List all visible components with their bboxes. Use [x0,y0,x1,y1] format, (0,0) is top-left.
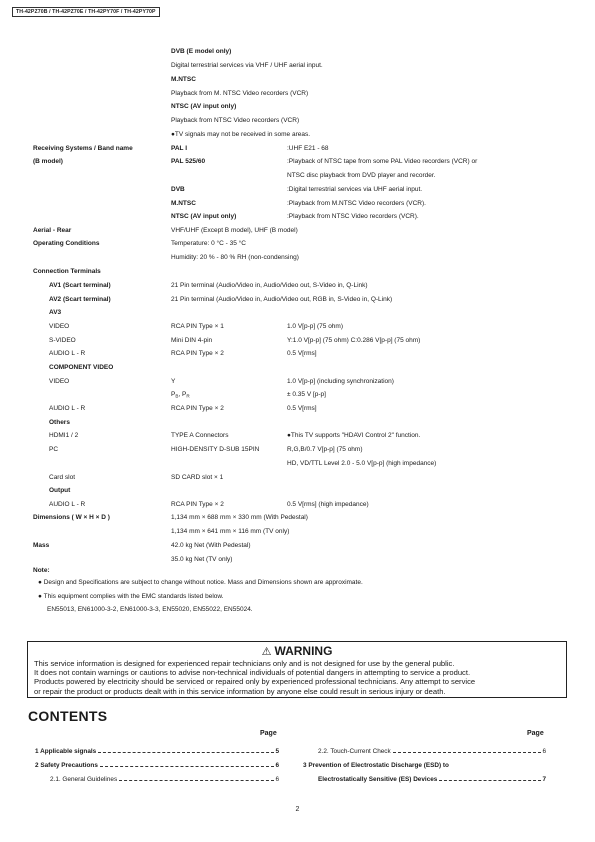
spec-value: RCA PIN Type × 1 [171,323,224,330]
spec-sublabel: AV2 (Scart terminal) [49,296,111,303]
spec-value: 21 Pin terminal (Audio/Video in, Audio/Video out, RGB in, S-Video in, Q-Link) [171,296,393,303]
spec-value: 1,134 mm × 688 mm × 330 mm (With Pedestal) [171,514,308,521]
spec-value: ●TV signals may not be received in some areas. [171,131,311,138]
spec-value: Y [171,378,176,385]
page-number: 2 [295,806,300,813]
spec-sublabel: VIDEO [49,378,70,385]
spec-sublabel: HDMI1 / 2 [49,432,79,439]
spec-value: DVB (E model only) [171,48,232,55]
spec-detail: :Digital terrestrial services via UHF aerial input. [287,186,423,193]
note-label: Note: [33,567,50,574]
spec-value: RCA PIN Type × 2 [171,501,224,508]
spec-label: (B model) [33,158,63,165]
spec-value: Temperature: 0 °C - 35 °C [171,240,246,247]
spec-sublabel: VIDEO [49,323,70,330]
toc-label: Electrostatically Sensitive (ES) Devices [318,776,438,783]
spec-value: 21 Pin terminal (Audio/Video in, Audio/Video out, S-Video in, Q-Link) [171,282,368,289]
warning-box [27,641,567,698]
spec-value: HIGH-DENSITY D-SUB 15PIN [171,446,260,453]
spec-detail: :Playback from NTSC Video recorders (VCR). [287,213,419,220]
pbpr-sub-r: R [186,393,190,399]
spec-detail: ± 0.35 V [p-p] [287,391,326,398]
note-item: ● Design and Specifications are subject to change without notice. Mass and Dimensions shown are approximate. [38,579,363,586]
pbpr-p2: , P [178,391,187,398]
toc-leader [98,752,274,753]
spec-sublabel: AV1 (Scart terminal) [49,282,111,289]
spec-value: Humidity: 20 % - 80 % RH (non-condensing) [171,254,299,261]
contents-title: CONTENTS [28,708,108,724]
toc-page: 5 [275,748,279,755]
spec-label: Mass [33,542,50,549]
spec-detail: 1.0 V[p-p] (including synchronization) [287,378,394,385]
spec-label: Connection Terminals [33,268,101,275]
spec-label: Dimensions ( W × H × D ) [33,514,110,521]
spec-sublabel: AV3 [49,309,62,316]
spec-label: Operating Conditions [33,240,100,247]
warning-line: Products powered by electricity should be serviced or repaired only by experienced professional technicians. Any attempt to service [34,677,476,687]
toc-entry[interactable] [50,775,279,784]
spec-sublabel: COMPONENT VIDEO [49,364,114,371]
page-column-header: Page [527,730,544,737]
warning-line: or repair the product or products dealt with in this service information by anyone else could result in serious injury or death. [34,686,446,696]
spec-detail: Y:1.0 V[p-p] (75 ohm) C:0.286 V[p-p] (75 ohm) [287,337,421,344]
spec-sublabel: S-VIDEO [49,337,76,344]
spec-value: 35.0 kg Net (TV only) [171,556,233,563]
spec-value-pbpr [171,391,190,401]
spec-sublabel: AUDIO L - R [49,501,86,508]
spec-sublabel: AUDIO L - R [49,350,86,357]
spec-value: VHF/UHF (Except B model), UHF (B model) [171,227,298,234]
spec-value: RCA PIN Type × 2 [171,350,224,357]
toc-leader [100,766,275,767]
spec-value: M.NTSC [171,76,196,83]
toc-label: 1 Applicable signals [35,748,97,755]
warning-title [28,644,566,659]
spec-value: M.NTSC [171,200,196,207]
pbpr-p: P [171,391,176,398]
spec-detail: :Playback of NTSC tape from some PAL Video recorders (VCR) or [287,158,478,165]
toc-leader [119,780,274,781]
spec-detail: HD, VD/TTL Level 2.0 - 5.0 V[p-p] (high impedance) [287,460,437,467]
spec-label: Receiving Systems / Band name [33,145,133,152]
warning-body [34,659,562,696]
toc-entry[interactable] [318,775,546,784]
spec-value: SD CARD slot × 1 [171,474,224,481]
note-item: ● This equipment complies with the EMC standards listed below. [38,593,224,600]
spec-sublabel: Card slot [49,474,76,481]
warning-title-text: WARNING [274,644,333,658]
toc-leader [439,780,541,781]
spec-detail: 0.5 V[rms] [287,405,317,412]
spec-sublabel: PC [49,446,59,453]
spec-label: Aerial - Rear [33,227,72,234]
spec-value: NTSC (AV input only) [171,213,237,220]
toc-entry[interactable] [35,747,279,756]
spec-value: RCA PIN Type × 2 [171,405,224,412]
spec-value: TYPE A Connectors [171,432,229,439]
warning-line: It does not contain warnings or cautions to advise non-technical individuals of potential dangers in attempting to service a product. [34,668,471,678]
page-column-header: Page [260,730,277,737]
toc-entry[interactable] [35,761,279,770]
toc-label: 2.2. Touch-Current Check [318,748,391,755]
spec-sublabel: AUDIO L - R [49,405,86,412]
toc-entry[interactable] [318,747,546,756]
model-header: TH-42PZ70B / TH-42PZ70E / TH-42PY70F / TH-42PY70P [12,7,160,17]
pbpr-sub-b: B [175,393,179,399]
toc-label: 2 Safety Precautions [35,762,98,769]
toc-leader [393,752,542,753]
warning-triangle-icon: ⚠ [261,646,272,658]
toc-page: 7 [542,776,546,783]
spec-detail: 1.0 V[p-p] (75 ohm) [287,323,343,330]
spec-value: PAL I [171,145,188,152]
toc-label: 3 Prevention of Electrostatic Discharge (ESD) to [303,762,449,769]
spec-detail: NTSC disc playback from DVD player and recorder. [287,172,436,179]
toc-label: 2.1. General Guidelines [50,776,118,783]
spec-value: Digital terrestrial services via VHF / UHF aerial input. [171,62,323,69]
spec-value: 42.0 kg Net (With Pedestal) [171,542,251,549]
spec-detail: :Playback from M.NTSC Video recorders (VCR). [287,200,426,207]
spec-sublabel: Output [49,487,71,494]
spec-sublabel: Others [49,419,70,426]
spec-value: Playback from M. NTSC Video recorders (VCR) [171,90,309,97]
spec-detail: ●This TV supports "HDAVI Control 2" function. [287,432,421,439]
spec-value: Mini DIN 4-pin [171,337,213,344]
spec-detail: 0.5 V[rms] [287,350,317,357]
spec-detail: :UHF E21 - 68 [287,145,329,152]
toc-page: 6 [275,776,279,783]
note-item: EN55013, EN61000-3-2, EN61000-3-3, EN55020, EN55022, EN55024. [47,606,253,613]
spec-value: DVB [171,186,185,193]
toc-entry[interactable] [303,761,546,770]
warning-line: This service information is designed for experienced repair technicians only and is not designed for use by the general public. [34,659,455,668]
spec-detail: R,G,B/0.7 V[p-p] (75 ohm) [287,446,363,453]
spec-value: PAL 525/60 [171,158,206,165]
spec-value: Playback from NTSC Video recorders (VCR) [171,117,300,124]
spec-detail: 0.5 V[rms] (high impedance) [287,501,369,508]
toc-page: 6 [542,748,546,755]
spec-value: 1,134 mm × 641 mm × 116 mm (TV only) [171,528,290,535]
toc-page: 6 [275,762,279,769]
spec-value: NTSC (AV input only) [171,103,237,110]
